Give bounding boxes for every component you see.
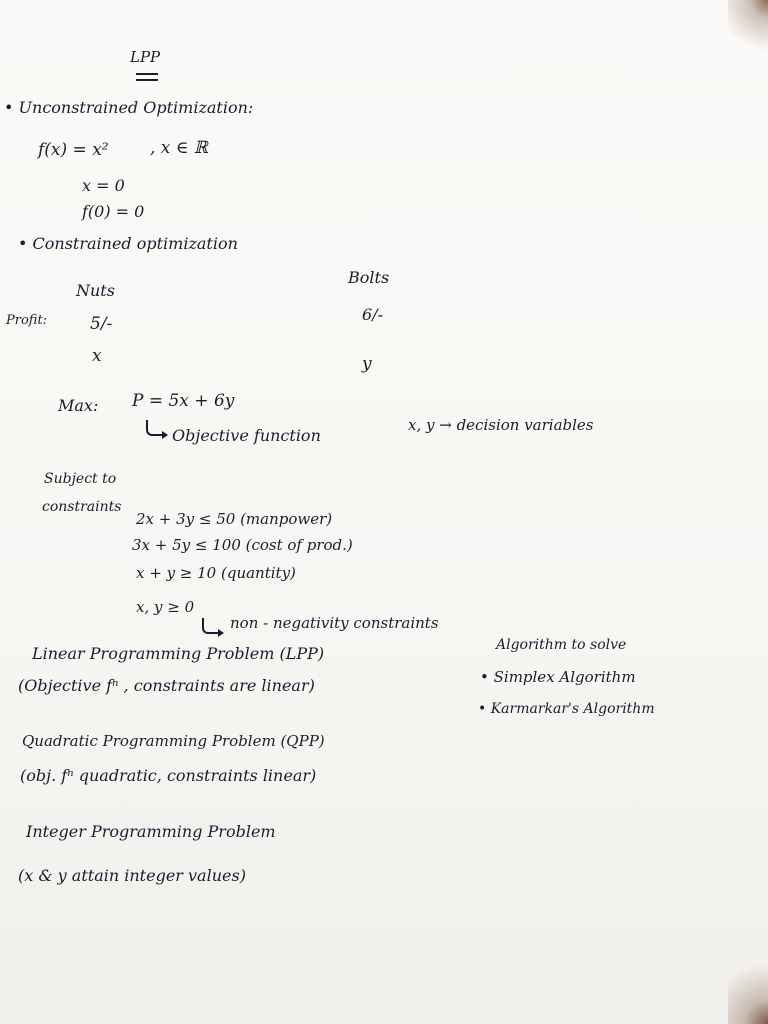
qpp-description: (obj. fⁿ quadratic, constraints linear) xyxy=(20,766,317,785)
bolts-header: Bolts xyxy=(348,268,390,287)
unconstrained-solution-f: f(0) = 0 xyxy=(82,202,145,221)
nuts-header: Nuts xyxy=(76,281,115,300)
subject-to-label: Subject to xyxy=(44,471,117,487)
nuts-profit: 5/- xyxy=(90,314,113,334)
lpp-heading: Linear Programming Problem (LPP) xyxy=(32,644,325,663)
profit-label: Profit: xyxy=(6,313,48,328)
constraint-3: x + y ≥ 10 (quantity) xyxy=(136,564,296,582)
max-label: Max: xyxy=(58,396,99,415)
page-title: LPP xyxy=(130,48,161,66)
non-negativity-note: non - negativity constraints xyxy=(230,614,439,632)
unconstrained-solution-x: x = 0 xyxy=(82,176,125,195)
bolts-variable: y xyxy=(362,354,372,374)
title-underline-1 xyxy=(136,73,158,75)
algorithms-heading: Algorithm to solve xyxy=(496,637,627,653)
unconstrained-domain: , x ∈ ℝ xyxy=(150,138,208,158)
constraint-1: 2x + 3y ≤ 50 (manpower) xyxy=(136,510,333,528)
constrained-heading: • Constrained optimization xyxy=(18,234,238,253)
decision-variables-note: x, y → decision variables xyxy=(408,416,594,434)
algorithm-simplex: • Simplex Algorithm xyxy=(480,668,636,686)
unconstrained-heading: • Unconstrained Optimization: xyxy=(4,98,254,117)
bolts-profit: 6/- xyxy=(362,305,383,324)
constraint-2: 3x + 5y ≤ 100 (cost of prod.) xyxy=(132,536,353,554)
objective-note: Objective function xyxy=(172,426,321,445)
unconstrained-function: f(x) = x² xyxy=(38,140,109,160)
page-corner-shadow-top xyxy=(728,0,768,60)
algorithm-karmarkar: • Karmarkar's Algorithm xyxy=(478,701,655,717)
arrow-icon xyxy=(146,420,162,436)
qpp-heading: Quadratic Programming Problem (QPP) xyxy=(22,732,325,750)
objective-expression: P = 5x + 6y xyxy=(132,391,235,411)
constraints-label: constraints xyxy=(42,499,122,515)
ipp-heading: Integer Programming Problem xyxy=(26,822,276,841)
constraint-4: x, y ≥ 0 xyxy=(136,598,195,616)
arrow-icon xyxy=(202,618,218,634)
lpp-description: (Objective fⁿ , constraints are linear) xyxy=(18,676,315,695)
nuts-variable: x xyxy=(92,346,102,366)
title-underline-2 xyxy=(136,79,158,81)
page-corner-shadow-bottom xyxy=(728,954,768,1024)
ipp-description: (x & y attain integer values) xyxy=(18,866,246,885)
